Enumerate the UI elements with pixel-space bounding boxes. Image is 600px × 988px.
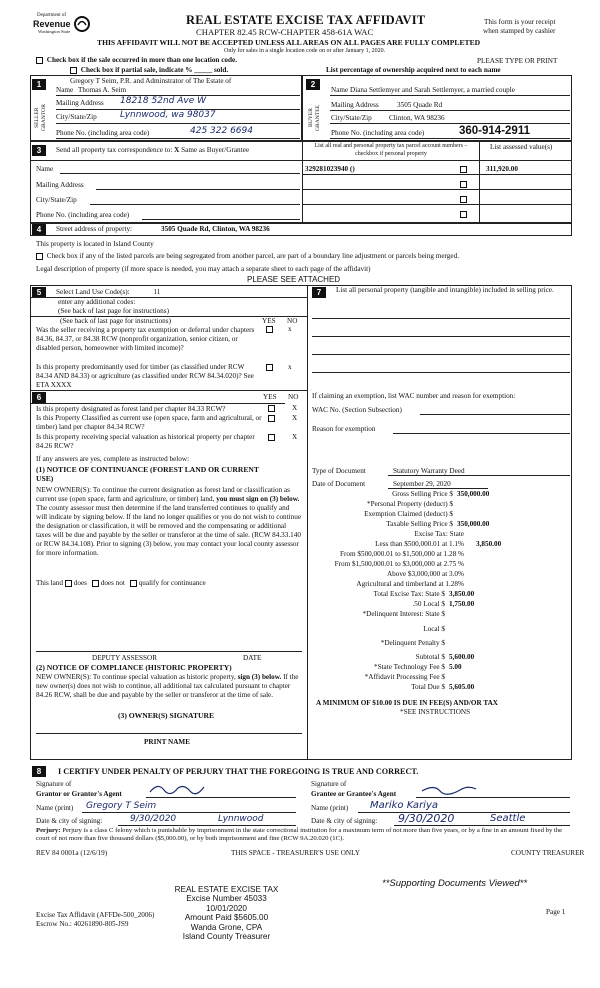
section4-number: 4 xyxy=(32,224,46,235)
land-use-enter: enter any additional codes: xyxy=(58,298,136,306)
seller-section-number: 1 xyxy=(32,79,46,90)
assessed-value[interactable]: 311,920.00 xyxy=(486,165,518,173)
partial-sale-row xyxy=(70,66,228,75)
section3-divider xyxy=(302,141,303,223)
section3-x: X xyxy=(174,146,180,154)
grantor-city[interactable]: Lynnwood xyxy=(218,814,264,824)
section5-q1-yes-checkbox[interactable] xyxy=(266,326,273,333)
grantor-agent-label: Grantor or Grantor's Agent xyxy=(36,790,122,798)
seller-city-line xyxy=(56,123,300,124)
section5-number: 5 xyxy=(32,287,46,298)
partial-sale-label: Check box if partial sale, indicate % _____ sold. xyxy=(80,66,229,74)
multi-location-row xyxy=(36,56,237,65)
dor-swirl-icon xyxy=(74,16,90,32)
delinq-state-label: *Delinquent Interest: State $ xyxy=(362,610,445,618)
property-address[interactable]: 3505 Quade Rd, Clinton, WA 98236 xyxy=(161,225,270,233)
stamp-line-5: Wanda Grone, CPA xyxy=(190,922,263,932)
parcel-row3-line xyxy=(302,204,572,205)
supporting-docs: **Supporting Documents Viewed** xyxy=(382,878,528,889)
stamp-line-2: Excise Number 45033 xyxy=(186,894,267,904)
seller-city[interactable]: Lynnwood, wa 98037 xyxy=(120,110,216,120)
county-note: This property is located in Island County xyxy=(36,240,154,248)
land-use-see1: (See back of last page for instructions) xyxy=(58,307,169,315)
grantee-name[interactable]: Mariko Kariya xyxy=(370,800,438,811)
section6-head-line xyxy=(30,403,285,404)
buyer-phone-line xyxy=(330,138,570,139)
personal-label: *Personal Property (deduct) $ xyxy=(366,500,453,508)
section8-number: 8 xyxy=(32,766,46,777)
certify-statement: I CERTIFY UNDER PENALTY OF PERJURY THAT THE FOREGOING IS TRUE AND CORRECT. xyxy=(58,767,419,776)
gross-value[interactable]: 350,000.00 xyxy=(457,490,490,498)
total-due-label: Total Due $ xyxy=(411,683,445,691)
type-print-note: PLEASE TYPE OR PRINT xyxy=(477,57,558,65)
seller-phone[interactable]: 425 322 6694 xyxy=(190,126,253,136)
parcel-checkbox-3[interactable] xyxy=(460,196,467,203)
land-use-row xyxy=(56,288,160,297)
parcel-checkbox-1[interactable] xyxy=(460,166,467,173)
buyer-mailing-line xyxy=(330,110,570,111)
section3-same: Same as Buyer/Grantee xyxy=(181,146,250,154)
stamp-line-1: REAL ESTATE EXCISE TAX xyxy=(174,885,279,894)
parcel-checkbox-2[interactable] xyxy=(460,181,467,188)
section6-q1-yes-checkbox[interactable] xyxy=(268,405,275,412)
from500-label: From $500,000.01 to $1,500,000 at 1.28 % xyxy=(340,550,464,558)
seller-city-label: City/State/Zip xyxy=(56,113,97,121)
dor-dept: Department of xyxy=(37,13,67,18)
grantor-name-label: Name (print) xyxy=(36,804,74,812)
seller-phone-label: Phone No. (including area code) xyxy=(56,129,150,137)
section3-name-line xyxy=(60,173,300,174)
less500-label: Less than $500,000.01 at 1.1% xyxy=(375,540,464,548)
land-use-see2: (See back of last page for instructions) xyxy=(60,317,171,325)
section5-q1-no-mark: x xyxy=(288,325,292,333)
section6-q2: Is this Property Classified as current use (open space, farm and agricultural, or timber) land per chapter 84.34 RCW? xyxy=(36,414,262,431)
parcel-head: List all real and personal property tax parcel account numbers – checkbox if personal property xyxy=(314,143,468,157)
seller-phone-line xyxy=(56,138,300,139)
ag-label: Agricultural and timberland at 1.28% xyxy=(356,580,464,588)
section6-q3-no: X xyxy=(292,433,298,441)
seller-mailing[interactable]: 18218 52nd Ave W xyxy=(120,96,207,106)
perjury-text: Perjury is a class C felony which is punishable by imprisonment in the state correctional institution for a maximum term of not more than five years, or by a fine in an amount fixed by the court of not more than five thousand dollars ($5,000.00), or by both imprisonment and fine (RCW 9A.20.020 (1C). xyxy=(36,827,563,843)
grantor-date-line xyxy=(118,825,296,826)
assessed-head: List assessed value(s) xyxy=(490,143,553,151)
form-only-sales: Only for sales in a single location code on or after January 1, 2020. xyxy=(224,48,386,54)
notice2-text-c: If the new owner(s) does not wish to continue, all additional tax calculated pursuant to chapter 84.26 RCW, shall be due and payable by the seller or transferor at the time of sale. xyxy=(36,673,299,699)
section3-table-head-line xyxy=(302,160,572,161)
continuance-doesnot-checkbox[interactable] xyxy=(92,580,99,587)
continuance-row xyxy=(36,579,206,588)
section3-send: Send all property tax correspondence to: xyxy=(56,146,173,154)
buyer-name-line xyxy=(330,95,570,96)
continuance-land: This land xyxy=(36,579,63,587)
notice1-text-c: The county assessor must then determine if the land transferred continues to qualify and will indicate by signing below. If the land no longer qualifies or you do not wish to continue the designation or classification, it will be removed and the compensating or additional taxes will be due and payable by the seller or transferor at the time of sale. (RCW 84.33.140 or RCW 84.34.108). Prior to signing (3) below, you may contact your local county assessor for more information. xyxy=(36,504,302,557)
dor-revenue: Revenue xyxy=(33,19,71,29)
seller-mailing-label: Mailing Address xyxy=(56,99,104,107)
buyer-mailing[interactable]: 3505 Quade Rd xyxy=(397,101,443,109)
taxable-value[interactable]: 350,000.00 xyxy=(457,520,490,528)
buyer-city-line xyxy=(330,123,570,124)
doc-type-label: Type of Document xyxy=(312,467,366,475)
doc-type[interactable]: Statutory Warranty Deed xyxy=(393,467,465,475)
grantor-sig-line xyxy=(146,797,296,798)
buyer-city[interactable]: Clinton, WA 98236 xyxy=(389,114,445,122)
from1500-label: From $1,500,000.01 to $3,000,000 at 2.75 % xyxy=(334,560,464,568)
section6-q3: Is this property receiving special valuation as historical property per chapter 84.26 RCW? xyxy=(36,433,255,450)
section3-divider2 xyxy=(479,141,480,223)
section6-q1-no: X xyxy=(292,404,298,412)
subtotal-label: Subtotal $ xyxy=(415,653,445,661)
section3-city-label: City/State/Zip xyxy=(36,196,77,204)
deputy-assessor: DEPUTY ASSESSOR xyxy=(92,654,158,662)
section5-q1: Was the seller receiving a property tax exemption or deferral under chapters 84.36, 84.37, or 84.38 RCW (nonprofit organization, senior citizen, or disabled person, homeowner with limited income)? xyxy=(36,326,255,352)
grantor-signature[interactable] xyxy=(148,782,206,796)
gross-label: Gross Selling Price $ xyxy=(392,490,453,498)
segregated-label: Check box if any of the listed parcels are being segregated from another parcel, are part of a boundary line adjustment or parcels being merged. xyxy=(46,252,459,260)
segregated-checkbox[interactable] xyxy=(36,253,43,260)
notice1-title: (1) NOTICE OF CONTINUANCE (FOREST LAND OR CURRENT USE) xyxy=(36,465,259,484)
buyer-city-label: City/State/Zip xyxy=(331,114,372,122)
local-value[interactable]: 1,750.00 xyxy=(449,600,475,608)
section6-no: NO xyxy=(288,393,299,401)
owner-signature-label: (3) OWNER(S) SIGNATURE xyxy=(118,711,215,720)
grantee-name-line xyxy=(358,812,570,813)
middle-divider xyxy=(307,285,308,760)
stamped-note: when stamped by cashier xyxy=(483,27,556,35)
tech-label: *State Technology Fee $ xyxy=(373,663,445,671)
treasurer-only: THIS SPACE - TREASURER'S USE ONLY xyxy=(231,849,360,857)
grantee-sig-line xyxy=(416,797,570,798)
deputy-line xyxy=(36,651,302,652)
seller-side-label: SELLER GRANTOR xyxy=(34,104,47,132)
delinq-pen-label: *Delinquent Penalty $ xyxy=(380,639,445,647)
stamp-line-4: Amount Paid $5605.00 xyxy=(184,913,269,923)
less500-value[interactable]: 3,850.00 xyxy=(476,540,502,548)
minimum-note: A MINIMUM OF $10.00 IS DUE IN FEE(S) AND/OR TAX xyxy=(316,699,498,707)
buyer-name-label: Name xyxy=(331,86,349,94)
excise-label: Excise Tax: State xyxy=(414,530,464,538)
tech-value[interactable]: 5.00 xyxy=(449,663,462,671)
section7-number: 7 xyxy=(312,287,326,298)
form-title: REAL ESTATE EXCISE TAX AFFIDAVIT xyxy=(186,13,426,27)
section5-no: NO xyxy=(287,317,298,325)
continuance-does-checkbox[interactable] xyxy=(65,580,72,587)
section6-q2-yes-checkbox[interactable] xyxy=(268,415,275,422)
grantor-sig-of: Signature of xyxy=(36,780,72,788)
section3-head-line xyxy=(30,160,302,161)
receipt-note: This form is your receipt xyxy=(484,18,556,26)
notice1-body xyxy=(36,486,302,558)
affidavit-id: Excise Tax Affidavit (AFFDe-500_2006) xyxy=(36,911,155,919)
local2-label: Local $ xyxy=(423,625,445,633)
section7-personal: List all personal property (tangible and intangible) included in selling price. xyxy=(336,286,554,294)
section6-number: 6 xyxy=(32,392,46,403)
parcel-row2-line xyxy=(302,189,572,190)
notice2-text-a: NEW OWNER(S): To continue special valuation as historic property, xyxy=(36,673,236,681)
section3-phone-label: Phone No. (including area code) xyxy=(36,211,130,219)
section4-label: Street address of property: xyxy=(56,225,133,233)
doc-type-line xyxy=(388,475,570,476)
section7-personal-line3 xyxy=(312,354,570,355)
local-label: .50 Local $ xyxy=(412,600,445,608)
form-warning: THIS AFFIDAVIT WILL NOT BE ACCEPTED UNLESS ALL AREAS ON ALL PAGES ARE FULLY COMPLETED xyxy=(97,38,481,47)
total-state-label: Total Excise Tax: State $ xyxy=(373,590,445,598)
buyer-mailing-label: Mailing Address xyxy=(331,101,379,109)
deputy-date: DATE xyxy=(243,654,262,662)
form-chapter: CHAPTER 82.45 RCW-CHAPTER 458-61A WAC xyxy=(196,27,374,37)
reason-line xyxy=(393,433,570,434)
section3-mailing-label: Mailing Address xyxy=(36,181,84,189)
section3-number: 3 xyxy=(32,145,46,156)
section5-q2-yes-checkbox[interactable] xyxy=(266,364,273,371)
total-state-value[interactable]: 3,850.00 xyxy=(449,590,475,598)
total-due-value[interactable]: 5,605.00 xyxy=(449,683,475,691)
wac-claim: If claiming an exemption, list WAC number and reason for exemption: xyxy=(312,392,516,400)
continuance-does: does xyxy=(73,579,87,587)
grantor-name[interactable]: Gregory T Seim xyxy=(86,801,157,811)
grantor-date-city-label: Date & city of signing: xyxy=(36,817,103,825)
grantee-signature[interactable] xyxy=(420,782,478,796)
section3-mailing-line xyxy=(96,189,300,190)
seller-name[interactable]: Thomas A. Seim xyxy=(78,86,127,94)
buyer-name[interactable]: Diana Settlemyer and Sarah Settlemyer, a married couple xyxy=(350,86,515,94)
exemption-label: Exemption Claimed (deduct) $ xyxy=(364,510,453,518)
buyer-section-number: 2 xyxy=(306,79,320,90)
notice1-text-b: you must sign on (3) below. xyxy=(216,495,300,503)
above3m-label: Above $3,000,000 at 3.0% xyxy=(386,570,464,578)
land-use-code[interactable]: 11 xyxy=(153,288,161,296)
section5-q2-no-mark: x xyxy=(288,363,292,371)
grantee-date-city-label: Date & city of signing: xyxy=(311,817,378,825)
section6-q1: Is this property designated as forest land per chapter 84.33 RCW? xyxy=(36,405,226,413)
segregated-row xyxy=(36,252,459,261)
notice2-text-b: sign (3) below. xyxy=(237,673,282,681)
stamp-line-3: 10/01/2020 xyxy=(206,903,247,913)
grantee-date-line xyxy=(394,825,570,826)
perjury-note xyxy=(36,827,572,844)
multi-location-checkbox[interactable] xyxy=(36,57,43,64)
land-use-label: Select Land Use Code(s): xyxy=(56,288,130,296)
continuance-qualify-checkbox[interactable] xyxy=(130,580,137,587)
doc-date-label: Date of Document xyxy=(312,480,366,488)
escrow-number: Escrow No.: 40261890-805-JS9 xyxy=(36,920,129,928)
ownership-note: List percentage of ownership acquired next to each name xyxy=(326,66,501,74)
notice2-title: (2) NOTICE OF COMPLIANCE (HISTORIC PROPERTY) xyxy=(36,663,232,672)
wac-no-label: WAC No. (Section Subsection) xyxy=(312,406,402,414)
wac-no-line xyxy=(420,414,570,415)
taxable-label: Taxable Selling Price $ xyxy=(386,520,453,528)
grantee-city[interactable]: Seattle xyxy=(490,813,526,824)
section3-phone-line xyxy=(142,219,300,220)
grantee-sig-of: Signature of xyxy=(311,780,347,788)
grantee-date[interactable]: 9/30/2020 xyxy=(398,812,455,825)
continuance-doesnot: does not xyxy=(100,579,125,587)
section6-if-yes: If any answers are yes, complete as instructed below: xyxy=(36,455,190,463)
section7-personal-line1 xyxy=(312,318,570,319)
section3-city-line xyxy=(90,204,300,205)
section6-yes: YES xyxy=(263,393,277,401)
subtotal-value[interactable]: 5,600.00 xyxy=(449,653,475,661)
section3-name-label: Name xyxy=(36,165,54,173)
doc-date[interactable]: September 29, 2020 xyxy=(393,480,451,488)
partial-sale-checkbox[interactable] xyxy=(70,67,77,74)
grantor-name-line xyxy=(82,812,296,813)
parcel-checkbox-4[interactable] xyxy=(460,211,467,218)
perjury-label: Perjury: xyxy=(36,827,61,834)
print-name-line xyxy=(36,733,302,734)
multi-location-label: Check box if the sale occurred in more than one location code. xyxy=(46,56,237,64)
seller-name-label: Name xyxy=(56,86,74,94)
legal-see-attached: PLEASE SEE ATTACHED xyxy=(247,275,341,284)
section3-send-row xyxy=(56,146,249,155)
page-number: Page 1 xyxy=(546,908,566,916)
treasurer-stamp xyxy=(164,885,289,942)
print-name-label: PRINT NAME xyxy=(144,738,190,746)
notice1-text-a: NEW OWNER(S): To continue the current designation as forest land or classification as current use (open space, farm and agriculture, or timber) land, xyxy=(36,486,290,503)
notice2-body xyxy=(36,673,302,700)
buyer-phone-label: Phone No. (including area code) xyxy=(331,129,425,137)
section6-top-line xyxy=(30,390,307,391)
buyer-phone[interactable]: 360-914-2911 xyxy=(459,125,530,137)
section6-q2-no: X xyxy=(292,414,298,422)
see-instructions: *SEE INSTRUCTIONS xyxy=(400,708,471,716)
section7-personal-line4 xyxy=(312,372,570,373)
buyer-side-label: BUYER GRANTEE xyxy=(308,104,321,132)
grantee-name-label: Name (print) xyxy=(311,804,349,812)
rev-number: REV 84 0001a (12/6/19) xyxy=(36,849,108,857)
section6-q3-yes-checkbox[interactable] xyxy=(268,434,275,441)
stamp-line-6: Island County Treasurer xyxy=(182,932,271,942)
continuance-qualify: qualify for continuance xyxy=(138,579,206,587)
county-treasurer-label: COUNTY TREASURER xyxy=(511,849,585,857)
affidavit-fee-label: *Affidavit Processing Fee $ xyxy=(364,673,445,681)
seller-name-line1: Gregory T Seim, P.R. and Adminstrator of The Estate of xyxy=(70,77,232,85)
grantor-date[interactable]: 9/30/2020 xyxy=(130,814,177,824)
section7-personal-line2 xyxy=(312,336,570,337)
parcel-row1-line xyxy=(302,174,572,175)
parcel-number[interactable]: 329281023940 () xyxy=(305,165,355,173)
doc-date-line xyxy=(388,488,488,489)
legal-label: Legal description of property (if more space is needed, you may attach a separate sheet to each page of the affidavit) xyxy=(36,265,371,273)
grantee-agent-label: Grantee or Grantee's Agent xyxy=(311,790,397,798)
section5-q2: Is this property predominantly used for timber (as classified under RCW 84.34 AND 84.33) or agriculture (as classified under RCW 84.34.020)? See ETA XXXX xyxy=(36,363,254,389)
section5-yes: YES xyxy=(262,317,276,325)
dor-logo xyxy=(30,13,92,41)
dor-state: Washington State xyxy=(38,29,71,34)
reason-label: Reason for exemption xyxy=(312,425,376,433)
